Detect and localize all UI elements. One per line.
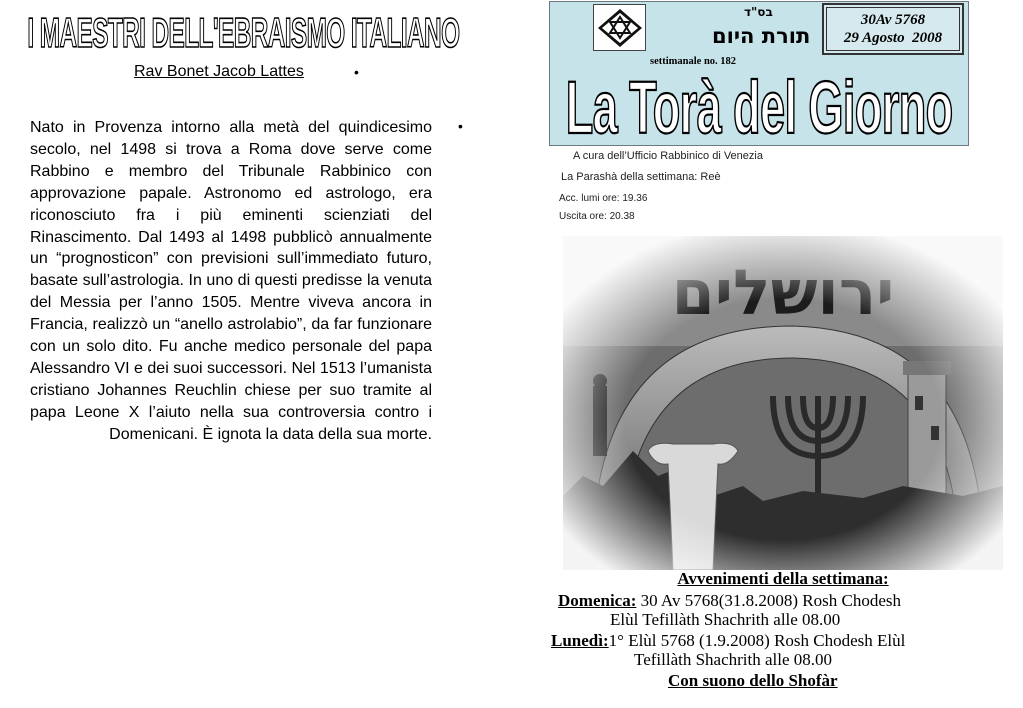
column-title-text: I MAESTRI DELL'EBRAISMO ITALIANO — [26, 9, 460, 56]
newsletter-title-text: La Torà del Giorno — [565, 65, 953, 149]
event-text-continued: Elùl Tefillàth Shachrith alle 08.00 — [610, 610, 841, 629]
newsletter-title — [553, 65, 965, 149]
biography-text: Nato in Provenza intorno alla metà del quindicesimo secolo, nel 1498 si trova a Roma dove serve come Rabbino e membro del Tribunale Rabbinico con approvazione papale. Astronomo ed astrologo, era riconosciuto fra i più eminenti scienziati del Rinascimento. Dal 1493 al 1498 pubblicò annualmente un “prognosticon” con previsioni sull’immediato futuro, basate sull’astrologia. In uno di questi predisse la venuta del Messia per l’anno 1505. Mentre viveva ancora in Francia, realizzò un “anello astrolabio”, da far funzionare con un solo dito. Fu anche medico personale del papa Alessandro VI e dei suoi successori. Nel 1513 l’umanista cristiano Johannes Reuchlin chiese per suo tramite al papa Leone X l’aiuto nella sua controversia contro i Domenicani. È ignota la data della sua morte. — [30, 119, 432, 443]
events-footer: Con suono dello Shofàr — [668, 671, 838, 690]
event-day-label: Lunedì: — [551, 631, 609, 650]
event-monday — [548, 631, 1018, 669]
parasha-line: La Parashà della settimana: Reè — [561, 171, 721, 183]
jerusalem-photo — [563, 236, 1003, 570]
bsd-mark: בס"ד — [744, 5, 773, 19]
event-text: 30 Av 5768(31.8.2008) Rosh Chodesh — [636, 591, 901, 610]
column-title — [8, 6, 478, 60]
candle-lighting-time: Acc. lumi ore: 19.36 — [559, 193, 648, 204]
hebrew-date: 30Av 5768 — [860, 12, 926, 28]
date-box — [822, 3, 964, 55]
star-of-david-logo — [593, 4, 646, 51]
event-sunday — [548, 591, 1018, 629]
event-text-continued: Tefillàth Shachrith alle 08.00 — [634, 650, 833, 669]
bullet-1: • — [354, 64, 359, 80]
gregorian-date: 29 Agosto 2008 — [843, 30, 943, 46]
event-day-label: Domenica: — [558, 591, 637, 610]
author-name: Rav Bonet Jacob Lattes — [134, 63, 304, 80]
events-heading: Avvenimenti della settimana: — [677, 569, 889, 588]
hebrew-title: תורת היום — [712, 24, 811, 48]
events-section — [548, 569, 1018, 690]
curator-line: A cura dell’Ufficio Rabbinico di Venezia — [573, 150, 763, 162]
event-text: 1° Elùl 5768 (1.9.2008) Rosh Chodesh Elùl — [608, 631, 906, 650]
shabbat-end-time: Uscita ore: 20.38 — [559, 211, 635, 222]
star-of-david-icon — [596, 7, 644, 49]
bullet-2: • — [458, 118, 463, 134]
issue-number: settimanale no. 182 — [650, 56, 737, 67]
